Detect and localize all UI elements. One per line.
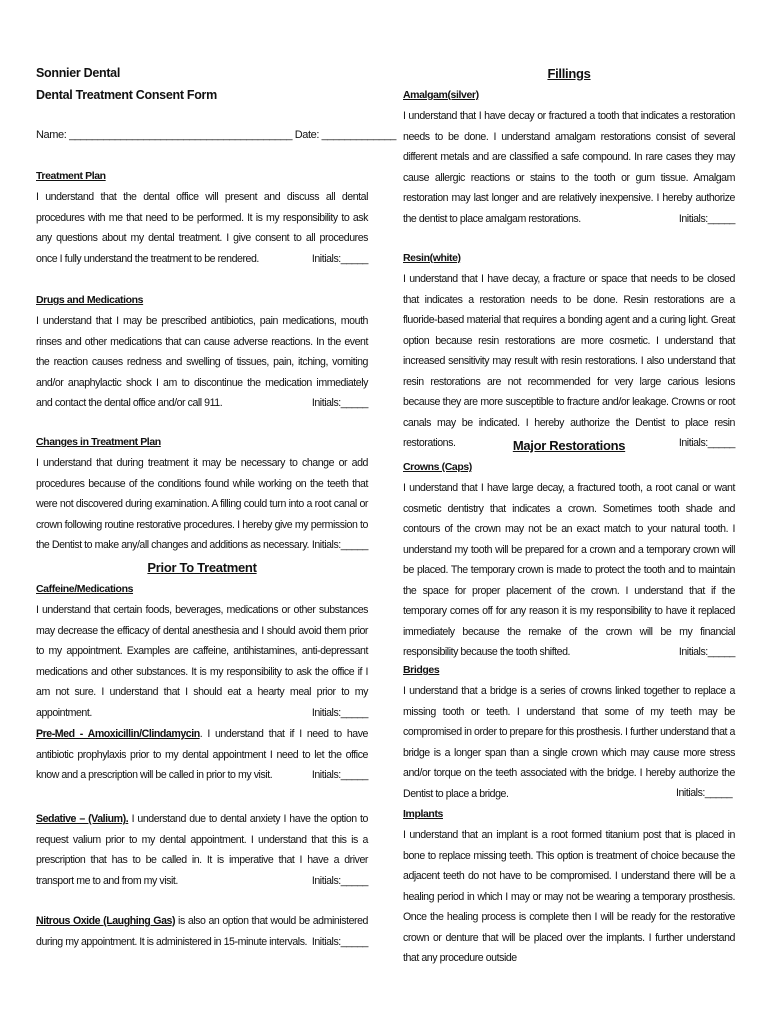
name-field[interactable]: _______________________________________ xyxy=(69,129,293,141)
section-heading: Caffeine/Medications xyxy=(36,583,134,595)
initials-field[interactable]: Initials:_____ xyxy=(678,212,735,225)
section-text: Pre-Med - Amoxicillin/Clindamycin. I understand that if I need to have antibiotic prophylaxis prior to my dental appointment I need to let the office know and a prescription will be called in prior to my visit. Initials:_____ xyxy=(36,724,368,786)
initials-field[interactable]: Initials:_____ xyxy=(311,935,368,948)
section-heading: Sedative – (Valium). xyxy=(36,813,129,825)
initials-field[interactable]: Initials:_____ xyxy=(311,252,368,265)
section-text: Nitrous Oxide (Laughing Gas) is also an option that would be administered during my appointment. It is administered in 15-minute intervals. Initials:_____ xyxy=(36,911,368,952)
treatment-plan-section xyxy=(36,170,368,269)
section-text: I understand that a bridge is a series of crowns linked together to replace a missing tooth or teeth. I understand that some of my teeth may be compromised in order to prepare for this prosthesis. I further understand that a bridge is a longer span than a single crown which may cause more stress and/or torque on the teeth associated with the bridge. I hereby authorize the Dentist to place a bridge. xyxy=(403,685,735,800)
changes-section xyxy=(36,436,368,556)
section-heading: Resin(white) xyxy=(403,252,461,264)
section-text: I understand that an implant is a root formed titanium post that is placed in bone to replace missing teeth. This option is treatment of choice because the adjacent teeth do not have to be compromised. I understand there will be a healing period in which I may or may not be wearing a temporary prosthesis. Once the healing process is complete then I will be ready for the restorative crown or denture that will be placed over the implants. I further understand that any procedure outside xyxy=(403,829,735,964)
section-text: I understand that I may be prescribed antibiotics, pain medications, mouth rinses and other medications that can cause adverse reactions. In the event the reaction causes redness and swelling of tissues, pain, itching, vomiting and/or anaphylactic shock I am to discontinue the medication immediately and contact the dental office and/or call 911. Initials:_____ xyxy=(36,311,368,414)
section-text: I understand that I have large decay, a fractured tooth, a root canal or want cosmetic dentistry that indicates a crown. Sometimes tooth shade and contours of the crown may not be an exact match to your natural tooth. I understand my tooth will be prepared for a crown and a temporary crown will be placed. The temporary crown is made to protect the tooth and to maintain the space for proper placement of the crown. I understand that if the temporary comes off for any reason it is my responsibility to have it replaced immediately because the remake of the crown will be my financial responsibility because the tooth shifted. Initials:_____ xyxy=(403,478,735,663)
drugs-section xyxy=(36,294,368,414)
initials-field[interactable]: Initials:_____ xyxy=(678,646,735,658)
amalgam-section xyxy=(403,89,735,229)
initials-field[interactable]: Initials:_____ xyxy=(311,874,368,887)
section-text: I understand that certain foods, beverages, medications or other substances may decrease the efficacy of dental anesthesia and I should avoid them prior to my appointment. Examples are caffeine, antihistamines, anti-depressant medications and other substances. It is my responsibility to ask the office if I am not sure. I understand that I should eat a hearty meal prior to my appointment. Initials:_____ xyxy=(36,600,368,723)
section-heading: Bridges xyxy=(403,664,440,676)
form-title: Dental Treatment Consent Form xyxy=(36,88,217,102)
major-restorations-title: Major Restorations xyxy=(512,438,626,453)
fillings-title: Fillings xyxy=(547,66,591,81)
name-date-line: Name: _______________________________________ Date: _____________ xyxy=(36,129,397,141)
section-heading: Treatment Plan xyxy=(36,170,106,182)
initials-field[interactable]: Initials:_____ xyxy=(311,397,368,409)
section-heading: Amalgam(silver) xyxy=(403,89,479,101)
premed-section xyxy=(36,724,368,786)
section-heading: Pre-Med - Amoxicillin/Clindamycin xyxy=(36,728,200,740)
initials-field[interactable]: Initials:_____ xyxy=(676,787,733,799)
section-text: Sedative – (Valium). I understand due to dental anxiety I have the option to request valium prior to my dental appointment. I understand that this is a prescription that has to be called in. It is imperative that I have a driver transport me to and from my visit. Initials:_____ xyxy=(36,809,368,891)
section-text: I understand that I have decay or fractured a tooth that indicates a restoration needs to be done. I understand amalgam restorations consist of several different metals and are classified a safe compound. In rare cases they may cause allergic reactions or stains to the tooth or gum tissue. Amalgam restoration may last longer and are relatively inexpensive. I hereby authorize the dentist to place amalgam restorations. Initials:_____ xyxy=(403,106,735,229)
section-text: I understand that I have decay, a fracture or space that needs to be closed that indicates a restoration needs to be done. Resin restorations are a fluoride-based material that requires a bonding agent and a curing light. Great option because resin restorations are more cosmetic. I understand that increased sensitivity may result with resin restorations. I also understand that resin restorations are not recommended for very large carious lesions because they are more susceptible to fracture and/or leakage. Crowns or root canals may be indicated. I hereby authorize the Dentist to place resin restorations. Initials:_____ xyxy=(403,269,735,454)
prior-to-treatment-title: Prior To Treatment xyxy=(147,560,257,575)
section-heading: Drugs and Medications xyxy=(36,294,144,306)
section-text: I understand that the dental office will present and discuss all dental procedures with me that need to be performed. It is my responsibility to ask any questions about my dental treatment. I give consent to all procedures once I fully understand the treatment to be rendered. Initials:_____ xyxy=(36,187,368,269)
section-heading: Crowns (Caps) xyxy=(403,461,472,473)
bridges-section xyxy=(403,664,735,804)
section-heading: Nitrous Oxide (Laughing Gas) xyxy=(36,915,176,927)
crowns-section xyxy=(403,461,735,663)
date-label: Date xyxy=(294,129,317,141)
initials-field[interactable]: Initials:_____ xyxy=(678,437,735,449)
initials-field[interactable]: Initials:_____ xyxy=(311,706,368,719)
nitrous-section xyxy=(36,911,368,952)
section-heading: Changes in Treatment Plan xyxy=(36,436,161,448)
resin-section xyxy=(403,252,735,454)
initials-field[interactable]: Initials:_____ xyxy=(311,769,368,781)
date-field[interactable]: _____________ xyxy=(321,129,397,141)
practice-name: Sonnier Dental xyxy=(36,66,121,80)
initials-field[interactable]: Initials:_____ xyxy=(311,539,368,551)
sedative-section xyxy=(36,809,368,891)
implants-section xyxy=(403,808,735,969)
section-heading: Implants xyxy=(403,808,443,820)
section-text: I understand that during treatment it may be necessary to change or add procedures because of the conditions found while working on the teeth that were not discovered during examination. A filling could turn into a root canal or crown following routine restorative procedures. I hereby give my permission to the Dentist to make any/all changes and additions as necessary. Initials:_____ xyxy=(36,453,368,556)
caffeine-section xyxy=(36,583,368,723)
name-label: Name xyxy=(36,129,64,141)
